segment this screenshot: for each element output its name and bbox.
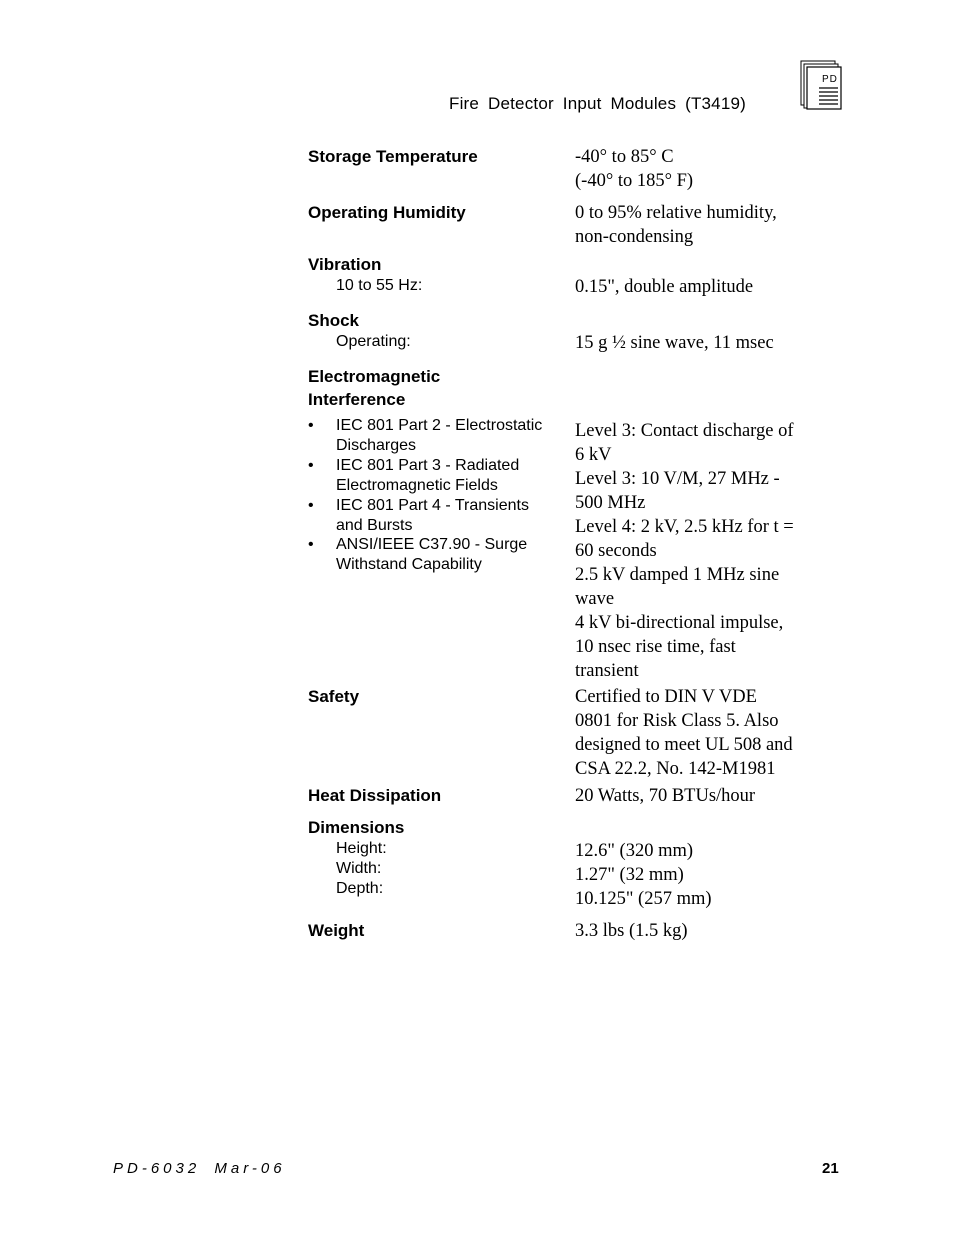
spec-value-line: Level 4: 2 kV, 2.5 kHz for t = <box>575 517 794 537</box>
spec-value-line: (-40° to 185° F) <box>575 171 694 191</box>
emi-item-line: and Bursts <box>336 517 413 534</box>
pd-document-icon <box>800 60 842 110</box>
spec-label: Dimensions <box>308 818 405 837</box>
spec-label: Heat Dissipation <box>308 786 442 805</box>
spec-value <box>575 419 837 683</box>
spec-value-line: Certified to DIN V VDE <box>575 687 757 707</box>
spec-value-line: 6 kV <box>575 445 612 465</box>
spec-value-line: non-condensing <box>575 227 694 247</box>
spec-value-line: 10 nsec rise time, fast <box>575 637 736 657</box>
emi-item-line: Discharges <box>336 437 417 454</box>
emi-item-line: Electromagnetic Fields <box>336 477 498 494</box>
spec-value-line: -40° to 85° C <box>575 147 674 167</box>
spec-value-line: 0 to 95% relative humidity, <box>575 203 777 223</box>
emi-item-line: IEC 801 Part 4 - Transients <box>336 497 529 514</box>
spec-value-line: 4 kV bi-directional impulse, <box>575 613 784 633</box>
spec-label: Weight <box>308 921 365 940</box>
spec-sublabel: Height: <box>336 840 387 857</box>
spec-value-line: 0801 for Risk Class 5. Also <box>575 711 779 731</box>
spec-value-line: 12.6" (320 mm) <box>575 841 694 861</box>
spec-value: 0.15", double amplitude <box>575 277 754 297</box>
bullet: • <box>308 417 314 434</box>
spec-value-line: designed to meet UL 508 and <box>575 735 793 755</box>
spec-value-line: 2.5 kV damped 1 MHz sine <box>575 565 780 585</box>
emi-item <box>336 456 566 496</box>
bullet: • <box>308 457 314 474</box>
spec-label: Shock <box>308 311 360 330</box>
emi-item-line: Withstand Capability <box>336 556 482 573</box>
spec-value: 20 Watts, 70 BTUs/hour <box>575 786 756 806</box>
emi-item-line: IEC 801 Part 2 - Electrostatic <box>336 417 543 434</box>
spec-value-line: 1.27" (32 mm) <box>575 865 684 885</box>
spec-sublabel: Width: <box>336 860 382 877</box>
spec-value-line: Level 3: Contact discharge of <box>575 421 794 441</box>
spec-value-line: Level 3: 10 V/M, 27 MHz - <box>575 469 780 489</box>
spec-label: Safety <box>308 687 360 706</box>
emi-item <box>336 416 566 456</box>
spec-label: Operating Humidity <box>308 203 466 222</box>
spec-sublabel: 10 to 55 Hz: <box>336 277 423 294</box>
spec-value <box>575 201 837 249</box>
spec-value-line: CSA 22.2, No. 142-M1981 <box>575 759 776 779</box>
spec-label: Electromagnetic <box>308 367 441 386</box>
bullet: • <box>308 536 314 553</box>
spec-value <box>575 685 837 781</box>
spec-value-line: 10.125" (257 mm) <box>575 889 712 909</box>
spec-label: Vibration <box>308 255 382 274</box>
spec-value-line: wave <box>575 589 615 609</box>
emi-item <box>336 535 566 575</box>
spec-value-line: 500 MHz <box>575 493 646 513</box>
page-number: 21 <box>822 1160 839 1177</box>
emi-item <box>336 496 566 536</box>
bullet: • <box>308 497 314 514</box>
pd-icon-text: PD <box>822 74 838 85</box>
spec-value: 15 g ½ sine wave, 11 msec <box>575 333 774 353</box>
spec-label: Storage Temperature <box>308 147 478 166</box>
spec-value <box>575 839 837 911</box>
emi-item-line: ANSI/IEEE C37.90 - Surge <box>336 536 528 553</box>
spec-sublabel: Depth: <box>336 880 384 897</box>
footer-doc-id: PD-6032 Mar-06 <box>113 1160 286 1177</box>
emi-item-line: IEC 801 Part 3 - Radiated <box>336 457 520 474</box>
spec-value: 3.3 lbs (1.5 kg) <box>575 921 688 941</box>
spec-sublabel: Operating: <box>336 333 411 350</box>
spec-value <box>575 145 837 193</box>
spec-value-line: 60 seconds <box>575 541 657 561</box>
spec-value-line: transient <box>575 661 639 681</box>
header-title: Fire Detector Input Modules (T3419) <box>449 94 747 113</box>
spec-label: Interference <box>308 390 406 409</box>
